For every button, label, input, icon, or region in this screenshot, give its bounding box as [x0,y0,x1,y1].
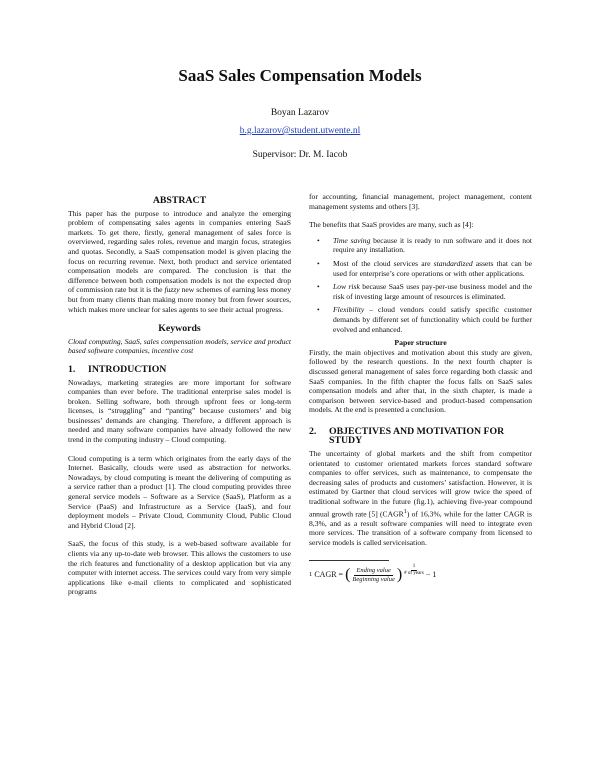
paper-structure-heading: Paper structure [394,338,447,348]
section-2-text-1: The uncertainty of global markets and the shift from competitor orientated to customer orientated markets forces standard software companies to offer services, such as maintenance, to compensate the decreasing sales of products and customers’ satisfaction. However, it is estimated by Gartner that cloud services will grow twice the speed of traditional software in the future (fig.1), achieving five-year compound annual growth rate [5] (CAGR [309,449,532,519]
section-2-number: 2. [309,425,317,437]
formula-denominator: Beginning value [352,575,395,583]
open-paren: ( [345,566,351,584]
footnote-divider [309,560,389,561]
section-2-text-2: ) of 16,3%, while for the latter CAGR is 8,3%, and as a result software companies will need to integrate even more services. The transition of a software company from licensed to service models is called serviceisation. [309,509,532,547]
paper-title: SaaS Sales Compensation Models [178,66,422,85]
footnote-ref: 1 [403,507,407,515]
intro-paragraph-3: SaaS, the focus of this study, is a web-based software available for clients via any up-to-date web browser. This allows the customers to use the rich features and functionality of a desktop application but via any computer with internet access. The services could vary from very simple applications like e-mail clients to complicated and sophisticated programs [68,539,291,597]
exponent-denominator: # of years [404,570,424,576]
benefit-lead: Flexibility [333,305,365,315]
benefits-list [309,236,532,334]
intro-paragraph-2: Cloud computing is a term which originates from the early days of the Internet. Basically, clouds were used as abstraction for networks. Nowadays, by cloud computing is meant the delivering of computing as a service rather than a product [1]. The cloud computing provides three general service models – Software as a Service (SaaS), Platform as a Service (PaaS) and Infrastructure as a Service (IaaS), and four deployment models – Private Cloud, Community Cloud, Public Cloud and Hybrid Cloud [2]. [68,453,291,530]
benefit-text: because SaaS uses pay-per-use business model and the risk of investing large amount of resources is eliminated. [333,282,532,301]
benefit-text: assets that can be used for enterprise’s core operations or with other applications. [333,258,532,278]
abstract-body [68,209,291,315]
section-1-title: INTRODUCTION [88,363,167,375]
section-2-heading [309,427,532,446]
abstract-text-1: This paper has the purpose to introduce and analyze the emerging problem of compensating sales agents in companies entering SaaS markets. To get there, firstly, general management of sales force is overviewed, regarding sales roles, revenue and margin focus, strategies and quotas. Secondly, a SaaS compensation model is given placing the focus on recurring revenue. Next, both product and service orientated compensation models are compared. The conclusion is that the difference between both compensation models is not the expected drop of commission rate but it is the [68,208,291,295]
list-item [309,259,532,278]
right-column [309,192,532,584]
formula-tail: − 1 [425,570,437,580]
exponent-numerator: 1 [412,563,416,569]
benefit-lead-plain: Most of the cloud services are [333,258,434,268]
author-email-link[interactable]: b.g.lazarov@student.utwente.nl [239,126,361,136]
section-1-number: 1. [68,363,76,375]
abstract-text-2: new schemes of earning less money but from many clients than making more money but from fewer sources, which makes more unclear for sales agents to see their actual progress. [68,285,292,314]
formula-fraction [352,567,394,584]
continuation-paragraph: for accounting, financial management, project management, content management systems and others [3]. [309,192,532,211]
benefit-lead: Time saving [333,235,371,245]
close-paren: ) [396,566,403,584]
footnote-cagr-formula [309,563,532,584]
footnote-marker: 1 [309,571,313,579]
supervisor-line: Supervisor: Dr. M. Iacob [252,150,348,160]
keywords-text: Cloud computing, SaaS, sales compensation models, service and product based software companies, incentive cost [68,336,291,356]
formula-numerator: Ending value [356,566,391,574]
intro-paragraph-1: Nowadays, marketing strategies are more important for software companies than ever before. The traditional enterprise sales model is broken. Selling software, both through upfront fees or long-term licenses, is “struggling” and “panting” because customers’ and big businesses’ demands are changing. Therefore, a different approach is needed and many software companies have already followed the new trend in the computing industry – Cloud computing. [68,377,291,445]
section-2-paragraph [309,449,532,547]
list-item [309,236,532,255]
benefit-text: – cloud vendors could satisfy specific customer demands by different set of functionality which could be further evolved and enhanced. [333,305,532,334]
keywords-heading: Keywords [158,323,201,335]
author-name: Boyan Lazarov [270,108,330,118]
formula-lhs: CAGR = [314,570,344,580]
list-item [309,305,532,334]
left-column [68,192,291,597]
paper-structure-text: Firstly, the main objectives and motivation about this study are given, followed by the research questions. In the next fourth chapter is discussed general management of sales force regarding both classic and SaaS companies. In the fifth chapter the focus falls on SaaS sales compensation models and after that, in the sixth chapter, is made a comparison between service-based and product-based compensation models. At the end is presented a conclusion. [309,347,532,415]
section-1-heading [68,365,291,375]
benefit-text: because it is ready to run software and it does not require any installation. [333,235,532,255]
author-email [0,126,600,136]
list-item [309,282,532,301]
abstract-italic-word: fuzzy [164,285,180,295]
abstract-heading: ABSTRACT [152,195,207,206]
benefits-intro: The benefits that SaaS provides are many, such as [4]: [309,220,474,230]
formula-exponent [404,564,424,577]
section-2-title: OBJECTIVES AND MOTIVATION FOR STUDY [329,425,505,447]
benefit-lead: standardized [433,258,473,268]
benefit-lead: Low risk [333,282,360,292]
